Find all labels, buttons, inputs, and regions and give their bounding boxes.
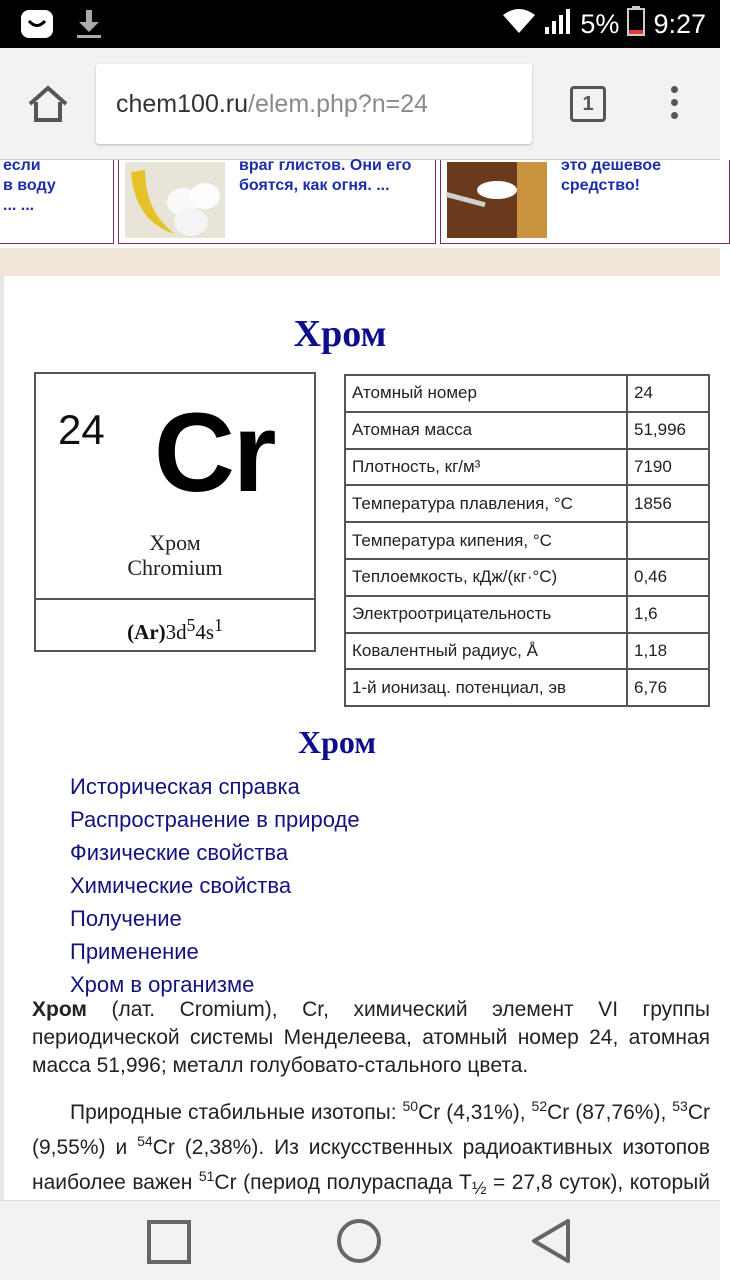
table-row	[345, 522, 709, 559]
property-value: 0,46	[627, 559, 709, 596]
property-label: Температура кипения, °С	[345, 522, 627, 559]
isotopes-text: Cr (4,31%),	[418, 1101, 532, 1124]
tab-switcher-button[interactable]: 1	[570, 86, 606, 122]
table-row	[345, 559, 709, 596]
electron-configuration	[36, 598, 314, 652]
property-value: 1,18	[627, 633, 709, 670]
toc-link-physical-properties[interactable]: Физические свойства	[70, 840, 289, 865]
battery-percent: 5%	[580, 9, 620, 39]
config-3d: 3d	[165, 620, 187, 644]
element-name-en: Chromium	[127, 555, 223, 580]
table-row	[345, 669, 709, 706]
status-bar	[0, 0, 720, 48]
config-3d-exp: 5	[186, 615, 196, 635]
element-name-ru: Хром	[149, 530, 201, 555]
ad-item[interactable]	[440, 157, 730, 244]
recent-apps-icon[interactable]	[146, 1219, 192, 1265]
toc-link-in-organism[interactable]: Хром в организме	[70, 972, 255, 997]
toc-link-production[interactable]: Получение	[70, 906, 182, 931]
property-value: 7190	[627, 449, 709, 486]
isotopes-text: Cr (87,76%),	[547, 1101, 673, 1124]
home-icon	[26, 84, 70, 124]
property-label: Температура плавления, °С	[345, 485, 627, 522]
isotopes-text: = 27,8 суток), который	[492, 1171, 710, 1194]
dot-icon	[671, 99, 678, 106]
property-value: 1856	[627, 485, 709, 522]
toc-heading: Хром	[297, 724, 377, 760]
home-button[interactable]	[26, 84, 70, 124]
property-label: Атомная масса	[345, 412, 627, 449]
property-value: 6,76	[627, 669, 709, 706]
property-label: Ковалентный радиус, Å	[345, 633, 627, 670]
property-label: 1-й ионизац. потенциал, эв	[345, 669, 627, 706]
dot-icon	[671, 112, 678, 119]
property-value	[627, 522, 709, 559]
intro-paragraph	[32, 996, 710, 1080]
toc-link-chemical-properties[interactable]: Химические свойства	[70, 873, 292, 898]
ad-image-soda-spoon	[447, 162, 547, 238]
toc-link-history[interactable]: Историческая справка	[70, 774, 300, 799]
property-value: 1,6	[627, 596, 709, 633]
property-label: Электроотрицательность	[345, 596, 627, 633]
isotopes-text: Cr (9,55%) и	[32, 1101, 710, 1159]
table-row	[345, 633, 709, 670]
address-bar[interactable]	[96, 64, 532, 144]
table-row	[345, 412, 709, 449]
wifi-icon	[502, 7, 536, 42]
table-row	[345, 449, 709, 486]
property-label: Теплоемкость, кДж/(кг·°С)	[345, 559, 627, 596]
back-icon[interactable]	[528, 1217, 574, 1265]
url-host: chem100.ru	[116, 90, 249, 118]
app-notification-icon	[20, 8, 54, 45]
element-card	[34, 372, 316, 652]
atomic-number: 24	[58, 406, 105, 453]
table-row	[345, 596, 709, 633]
half-life-subscript: ½	[471, 1178, 487, 1199]
home-circle-icon[interactable]	[336, 1217, 382, 1265]
isotope-mass: 53	[672, 1098, 688, 1114]
clock: 9:27	[653, 9, 706, 39]
ad-text: если в воду ... ...	[3, 157, 56, 214]
page-title: Хром	[293, 313, 387, 355]
config-core: (Ar)	[127, 620, 166, 644]
isotopes-text: Cr (период полураспада T	[214, 1171, 472, 1194]
ad-item[interactable]	[0, 157, 114, 244]
ad-item[interactable]	[118, 157, 436, 244]
intro-bold-term: Хром	[32, 998, 87, 1021]
ad-divider	[0, 248, 720, 276]
battery-icon	[627, 6, 645, 43]
isotope-mass: 50	[402, 1098, 419, 1114]
config-4s-exp: 1	[214, 615, 223, 635]
dot-icon	[671, 86, 678, 93]
toc-link-applications[interactable]: Применение	[70, 939, 199, 964]
browser-toolbar	[0, 48, 720, 160]
intro-text: (лат. Cromium), Cr, химический элемент VI группы периодической системы Менделеева, атомный номер 24, атомная масса 51,996; металл голубовато-стального цвета.	[32, 998, 710, 1077]
properties-table	[344, 374, 710, 707]
table-row	[345, 485, 709, 522]
property-value: 24	[627, 375, 709, 412]
ad-image-banana-eggs	[125, 162, 225, 238]
isotope-mass: 51	[198, 1168, 215, 1184]
system-nav-bar	[0, 1200, 720, 1280]
page-content	[0, 276, 720, 1200]
property-value: 51,996	[627, 412, 709, 449]
property-label: Атомный номер	[345, 375, 627, 412]
table-of-contents	[70, 770, 360, 1001]
config-4s: 4s	[195, 620, 215, 644]
isotope-mass: 52	[531, 1098, 548, 1114]
element-symbol: Cr	[154, 390, 275, 515]
ad-text: это дешевое средство!	[561, 157, 662, 194]
isotopes-text: Cr (2,38%). Из искусственных радиоактивных изотопов наиболее важен	[32, 1136, 710, 1194]
download-icon	[74, 8, 104, 45]
url-path: /elem.php?n=24	[248, 90, 429, 118]
overflow-menu-button[interactable]	[664, 86, 684, 126]
ad-text: враг глистов. Они его боятся, как огня. ...	[239, 157, 412, 194]
element-names	[36, 530, 314, 580]
signal-icon	[544, 7, 572, 42]
ad-banner	[0, 157, 720, 248]
toc-link-occurrence[interactable]: Распространение в природе	[70, 807, 360, 832]
property-label: Плотность, кг/м³	[345, 449, 627, 486]
isotopes-text: Природные стабильные изотопы:	[70, 1101, 403, 1124]
table-row	[345, 375, 709, 412]
isotope-mass: 54	[137, 1133, 153, 1149]
